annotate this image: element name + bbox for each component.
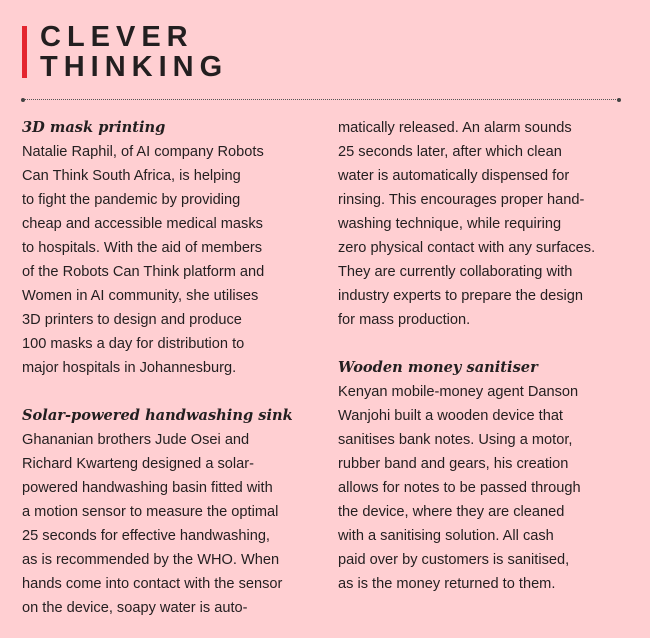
section-3d-mask-printing xyxy=(22,116,322,380)
body-line: 100 masks a day for distribution to xyxy=(22,336,245,352)
section-body xyxy=(338,380,638,596)
body-line: Women in AI community, she utilises xyxy=(22,288,259,304)
body-line: matically released. An alarm sounds xyxy=(338,120,572,136)
body-line: rinsing. This encourages proper hand- xyxy=(338,192,585,208)
section-continuation xyxy=(338,116,638,332)
body-line: paid over by customers is sanitised, xyxy=(338,552,570,568)
section-body xyxy=(338,116,638,332)
body-line: Ghananian brothers Jude Osei and xyxy=(22,432,250,448)
body-line: sanitises bank notes. Using a motor, xyxy=(338,432,573,448)
body-line: 3D printers to design and produce xyxy=(22,312,242,328)
section-body xyxy=(22,140,322,380)
body-line: They are currently collaborating with xyxy=(338,264,573,280)
body-line: for mass production. xyxy=(338,312,471,328)
body-line: water is automatically dispensed for xyxy=(338,168,570,184)
body-line: of the Robots Can Think platform and xyxy=(22,264,265,280)
body-line: major hospitals in Johannesburg. xyxy=(22,360,237,376)
body-line: a motion sensor to measure the optimal xyxy=(22,504,279,520)
body-line: to hospitals. With the aid of members xyxy=(22,240,263,256)
section-wooden-money-sanitiser xyxy=(338,356,638,596)
page-title xyxy=(40,22,228,82)
body-line: on the device, soapy water is auto- xyxy=(22,600,248,616)
section-body xyxy=(22,428,322,620)
section-heading: Solar-powered handwashing sink xyxy=(22,407,293,424)
body-line: with a sanitising solution. All cash xyxy=(338,528,554,544)
body-line: Natalie Raphil, of AI company Robots xyxy=(22,144,264,160)
body-line: rubber band and gears, his creation xyxy=(338,456,569,472)
body-line: 25 seconds later, after which clean xyxy=(338,144,562,160)
header-divider xyxy=(22,99,620,100)
title-line-1: CLEVER xyxy=(40,21,194,53)
body-line: the device, where they are cleaned xyxy=(338,504,565,520)
body-line: 25 seconds for effective handwashing, xyxy=(22,528,270,544)
right-column xyxy=(338,116,638,596)
section-spacer xyxy=(22,380,322,404)
body-line: hands come into contact with the sensor xyxy=(22,576,283,592)
body-line: Can Think South Africa, is helping xyxy=(22,168,241,184)
body-line: as is recommended by the WHO. When xyxy=(22,552,280,568)
section-spacer xyxy=(338,332,638,356)
body-line: industry experts to prepare the design xyxy=(338,288,583,304)
body-line: allows for notes to be passed through xyxy=(338,480,581,496)
body-line: as is the money returned to them. xyxy=(338,576,556,592)
body-line: zero physical contact with any surfaces. xyxy=(338,240,596,256)
body-line: washing technique, while requiring xyxy=(338,216,562,232)
section-solar-handwashing-sink xyxy=(22,404,322,620)
body-line: to fight the pandemic by providing xyxy=(22,192,241,208)
section-heading: Wooden money sanitiser xyxy=(338,359,538,376)
body-line: cheap and accessible medical masks xyxy=(22,216,263,232)
body-line: powered handwashing basin fitted with xyxy=(22,480,273,496)
body-line: Kenyan mobile-money agent Danson xyxy=(338,384,579,400)
body-line: Wanjohi built a wooden device that xyxy=(338,408,563,424)
body-line: Richard Kwarteng designed a solar- xyxy=(22,456,255,472)
section-heading: 3D mask printing xyxy=(22,119,166,136)
title-line-2: THINKING xyxy=(40,51,229,83)
title-accent-bar xyxy=(22,26,27,78)
left-column xyxy=(22,116,322,620)
